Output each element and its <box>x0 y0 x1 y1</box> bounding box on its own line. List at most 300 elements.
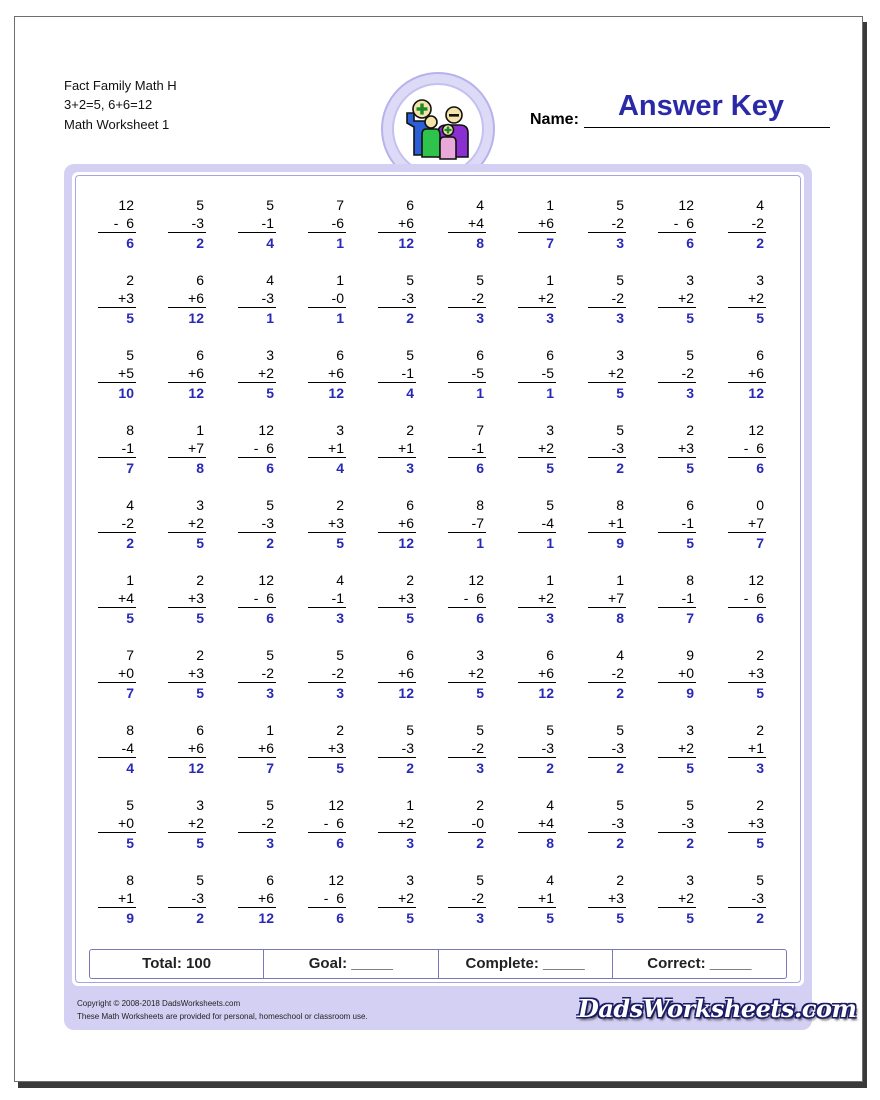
problem <box>166 346 210 401</box>
problem-answer: 6 <box>756 460 764 476</box>
problem-bottom: +2 <box>538 290 554 306</box>
problem-top: 5 <box>476 872 484 888</box>
problem-top: 0 <box>756 497 764 513</box>
problem-bottom: -3 <box>611 815 624 831</box>
problem-top: 1 <box>336 272 344 288</box>
problem-top: 6 <box>686 497 694 513</box>
problem <box>306 571 350 626</box>
problem-top: 6 <box>546 347 554 363</box>
problem-answer: 4 <box>266 235 274 251</box>
problem <box>656 421 700 476</box>
problem-top: 4 <box>126 497 134 513</box>
problem <box>726 196 770 251</box>
problem-bottom: -3 <box>191 890 204 906</box>
problem-bottom: -3 <box>261 290 274 306</box>
problem-answer: 2 <box>406 310 414 326</box>
problem-answer: 8 <box>476 235 484 251</box>
problem <box>306 721 350 776</box>
problem-bottom: - 6 <box>673 215 694 231</box>
problem-bottom: +4 <box>538 815 554 831</box>
problem-answer: 4 <box>406 385 414 401</box>
problem-bottom: +3 <box>398 590 414 606</box>
problem-top: 5 <box>196 197 204 213</box>
problem-bottom: +6 <box>328 365 344 381</box>
problem-bottom: +2 <box>748 290 764 306</box>
problem-top: 7 <box>476 422 484 438</box>
problem-bottom: +2 <box>538 590 554 606</box>
problem-top: 5 <box>336 647 344 663</box>
problem-answer: 5 <box>196 610 204 626</box>
problem <box>306 346 350 401</box>
problem-answer: 3 <box>406 835 414 851</box>
problem-answer: 3 <box>546 610 554 626</box>
problem-answer: 6 <box>756 610 764 626</box>
problem-answer: 12 <box>188 760 204 776</box>
problem <box>586 571 630 626</box>
problem-top: 5 <box>616 272 624 288</box>
problem <box>586 421 630 476</box>
problem-answer: 1 <box>476 385 484 401</box>
problem <box>306 646 350 701</box>
problem-answer: 2 <box>196 910 204 926</box>
problem-answer: 10 <box>118 385 134 401</box>
problem-answer: 5 <box>126 835 134 851</box>
problem-answer: 5 <box>406 610 414 626</box>
problem <box>166 871 210 926</box>
problem <box>306 271 350 326</box>
problem-bottom: +5 <box>118 365 134 381</box>
problem-answer: 7 <box>126 460 134 476</box>
problem <box>726 271 770 326</box>
problem <box>236 721 280 776</box>
problem <box>516 646 560 701</box>
problem <box>96 196 140 251</box>
problem-top: 5 <box>476 272 484 288</box>
problem-answer: 3 <box>406 460 414 476</box>
problem-bottom: - 6 <box>743 590 764 606</box>
problem-top: 3 <box>686 872 694 888</box>
problem-answer: 5 <box>196 685 204 701</box>
problem-top: 5 <box>546 497 554 513</box>
problem-top: 5 <box>266 497 274 513</box>
problem-answer: 5 <box>616 910 624 926</box>
problem <box>516 271 560 326</box>
problem-bottom: +2 <box>678 740 694 756</box>
problem-answer: 12 <box>398 535 414 551</box>
problem <box>166 196 210 251</box>
problem <box>376 196 420 251</box>
problem-answer: 3 <box>476 310 484 326</box>
problem <box>516 871 560 926</box>
problem-top: 3 <box>686 272 694 288</box>
problem-top: 8 <box>126 872 134 888</box>
problem-top: 4 <box>336 572 344 588</box>
problem-top: 5 <box>406 722 414 738</box>
problem-top: 1 <box>126 572 134 588</box>
problem-top: 6 <box>406 197 414 213</box>
problem-top: 5 <box>616 422 624 438</box>
problem <box>586 646 630 701</box>
problem-top: 2 <box>196 647 204 663</box>
problem-answer: 12 <box>398 685 414 701</box>
problem-answer: 5 <box>406 910 414 926</box>
problem-top: 5 <box>266 647 274 663</box>
problem-bottom: -7 <box>471 515 484 531</box>
problem-top: 5 <box>476 722 484 738</box>
problem-bottom: -3 <box>611 740 624 756</box>
problem-answer: 8 <box>196 460 204 476</box>
problem-bottom: -0 <box>331 290 344 306</box>
problem-answer: 5 <box>196 535 204 551</box>
problem-top: 12 <box>328 872 344 888</box>
problem-top: 2 <box>406 572 414 588</box>
problem-bottom: +1 <box>748 740 764 756</box>
problem-answer: 7 <box>266 760 274 776</box>
problem <box>656 871 700 926</box>
problem-answer: 5 <box>756 835 764 851</box>
problem-answer: 5 <box>476 685 484 701</box>
problem <box>516 721 560 776</box>
problem-bottom: -3 <box>261 515 274 531</box>
worksheet-subtitle: 3+2=5, 6+6=12 <box>64 97 153 112</box>
problem-bottom: +7 <box>188 440 204 456</box>
problem <box>656 571 700 626</box>
problem <box>446 196 490 251</box>
problem-top: 8 <box>476 497 484 513</box>
score-box <box>89 949 787 979</box>
problem-answer: 6 <box>476 460 484 476</box>
problem <box>96 721 140 776</box>
answer-key-label: Answer Key <box>617 90 784 122</box>
problem <box>516 196 560 251</box>
problem-bottom: - 6 <box>113 215 134 231</box>
problem-bottom: -3 <box>401 290 414 306</box>
problem-bottom: +3 <box>608 890 624 906</box>
goal-cell: Goal: _____ <box>264 950 438 978</box>
problem <box>446 421 490 476</box>
problem <box>656 346 700 401</box>
problem <box>166 271 210 326</box>
problem <box>236 196 280 251</box>
problem-top: 5 <box>616 722 624 738</box>
problem-answer: 12 <box>258 910 274 926</box>
problem-bottom: - 6 <box>253 590 274 606</box>
problem-top: 2 <box>336 497 344 513</box>
problem-answer: 3 <box>616 235 624 251</box>
problem <box>446 646 490 701</box>
problem-answer: 2 <box>756 910 764 926</box>
problem <box>376 496 420 551</box>
problem-answer: 5 <box>546 910 554 926</box>
problem-top: 3 <box>616 347 624 363</box>
problem-answer: 6 <box>686 235 694 251</box>
problem-answer: 7 <box>126 685 134 701</box>
problem <box>306 421 350 476</box>
problem-bottom: -2 <box>261 665 274 681</box>
problem-bottom: -1 <box>401 365 414 381</box>
problem-bottom: - 6 <box>743 440 764 456</box>
problem-bottom: +3 <box>678 440 694 456</box>
problem-answer: 7 <box>546 235 554 251</box>
problem-answer: 5 <box>546 460 554 476</box>
problem-bottom: +0 <box>118 665 134 681</box>
problem <box>166 796 210 851</box>
problem-answer: 3 <box>336 610 344 626</box>
problem-top: 5 <box>406 347 414 363</box>
problem-bottom: +2 <box>678 890 694 906</box>
problem-answer: 3 <box>476 760 484 776</box>
problem-bottom: -0 <box>471 815 484 831</box>
problem-answer: 2 <box>266 535 274 551</box>
problem <box>726 496 770 551</box>
problem <box>656 196 700 251</box>
problem <box>586 271 630 326</box>
problem-bottom: +6 <box>748 365 764 381</box>
copyright-line: Copyright © 2008-2018 DadsWorksheets.com <box>77 999 241 1008</box>
problem <box>306 496 350 551</box>
problem-answer: 5 <box>686 760 694 776</box>
problem <box>726 646 770 701</box>
problem-answer: 12 <box>328 385 344 401</box>
problem-answer: 5 <box>686 535 694 551</box>
problem-top: 6 <box>546 647 554 663</box>
problem-top: 4 <box>546 797 554 813</box>
problem-top: 6 <box>336 347 344 363</box>
problem-top: 12 <box>258 572 274 588</box>
problem-answer: 6 <box>266 460 274 476</box>
problem <box>516 496 560 551</box>
problem <box>446 571 490 626</box>
problem-bottom: -3 <box>611 440 624 456</box>
problem-answer: 2 <box>616 760 624 776</box>
problem <box>516 571 560 626</box>
problem-bottom: +6 <box>258 740 274 756</box>
problem <box>96 421 140 476</box>
problem-bottom: +2 <box>258 365 274 381</box>
problem-answer: 6 <box>126 235 134 251</box>
problem <box>586 721 630 776</box>
problem <box>96 496 140 551</box>
problem-top: 5 <box>686 797 694 813</box>
problem-bottom: -2 <box>611 290 624 306</box>
problem-answer: 1 <box>476 535 484 551</box>
problem <box>96 271 140 326</box>
problem <box>96 796 140 851</box>
problem <box>376 721 420 776</box>
problem-top: 4 <box>546 872 554 888</box>
problem-answer: 12 <box>398 235 414 251</box>
problem-answer: 9 <box>126 910 134 926</box>
problem-answer: 2 <box>686 835 694 851</box>
problem-top: 2 <box>686 422 694 438</box>
problem-answer: 1 <box>546 385 554 401</box>
problem <box>726 421 770 476</box>
problem <box>166 421 210 476</box>
problem-top: 12 <box>328 797 344 813</box>
problem <box>166 496 210 551</box>
problem-top: 4 <box>266 272 274 288</box>
problem-bottom: +6 <box>258 890 274 906</box>
problem <box>96 346 140 401</box>
problem-bottom: -5 <box>541 365 554 381</box>
problem-bottom: -2 <box>471 890 484 906</box>
problem-top: 3 <box>756 272 764 288</box>
problem-top: 3 <box>476 647 484 663</box>
problem-bottom: +0 <box>678 665 694 681</box>
problem-answer: 2 <box>616 460 624 476</box>
problem-bottom: -3 <box>541 740 554 756</box>
problem-bottom: +2 <box>188 515 204 531</box>
problem-bottom: -2 <box>331 665 344 681</box>
problem-top: 12 <box>258 422 274 438</box>
problem-bottom: +3 <box>188 665 204 681</box>
problem-top: 5 <box>196 872 204 888</box>
problem-answer: 3 <box>336 685 344 701</box>
problem-bottom: +2 <box>538 440 554 456</box>
dadsworksheets-logo: DadsWorksheets.com <box>578 994 857 1023</box>
problem-answer: 5 <box>336 535 344 551</box>
problem-top: 2 <box>476 797 484 813</box>
problem <box>236 646 280 701</box>
problem-top: 8 <box>126 722 134 738</box>
problem-bottom: +3 <box>328 515 344 531</box>
problem-bottom: +2 <box>468 665 484 681</box>
problem-top: 12 <box>118 197 134 213</box>
problem-answer: 1 <box>546 535 554 551</box>
problem-top: 6 <box>406 647 414 663</box>
problem-bottom: -2 <box>611 665 624 681</box>
problem <box>306 196 350 251</box>
problem <box>586 871 630 926</box>
problem-bottom: -3 <box>751 890 764 906</box>
problem-bottom: +4 <box>118 590 134 606</box>
problem-top: 9 <box>686 647 694 663</box>
problem-bottom: -4 <box>541 515 554 531</box>
problem-answer: 3 <box>616 310 624 326</box>
problem <box>376 271 420 326</box>
problem-bottom: -6 <box>331 215 344 231</box>
problem <box>166 571 210 626</box>
problem-bottom: +1 <box>118 890 134 906</box>
problem-bottom: -2 <box>261 815 274 831</box>
problem-answer: 3 <box>756 760 764 776</box>
problem-top: 2 <box>196 572 204 588</box>
problem <box>586 346 630 401</box>
worksheet-number: Math Worksheet 1 <box>64 117 170 132</box>
problem <box>236 571 280 626</box>
problem-top: 5 <box>546 722 554 738</box>
problem <box>726 346 770 401</box>
problem-top: 1 <box>196 422 204 438</box>
problem-answer: 3 <box>686 385 694 401</box>
problem-answer: 7 <box>756 535 764 551</box>
problem <box>446 346 490 401</box>
correct-cell: Correct: _____ <box>647 955 752 972</box>
problem-answer: 9 <box>616 535 624 551</box>
problem-top: 2 <box>406 422 414 438</box>
problem-answer: 2 <box>476 835 484 851</box>
problem <box>656 496 700 551</box>
problem-top: 7 <box>126 647 134 663</box>
problem-answer: 4 <box>336 460 344 476</box>
problem-answer: 2 <box>406 760 414 776</box>
problem <box>376 796 420 851</box>
problem-bottom: -1 <box>121 440 134 456</box>
problem-bottom: +3 <box>188 590 204 606</box>
problem <box>656 271 700 326</box>
problem-answer: 6 <box>336 910 344 926</box>
problem-bottom: -2 <box>471 740 484 756</box>
problem-bottom: -2 <box>751 215 764 231</box>
problem <box>236 496 280 551</box>
problem-top: 1 <box>406 797 414 813</box>
problem <box>166 721 210 776</box>
problem-top: 4 <box>616 647 624 663</box>
problem <box>726 871 770 926</box>
problem <box>446 796 490 851</box>
problem-bottom: +7 <box>608 590 624 606</box>
problem-top: 12 <box>678 197 694 213</box>
problem-answer: 12 <box>538 685 554 701</box>
problem-top: 1 <box>266 722 274 738</box>
problem-answer: 2 <box>546 760 554 776</box>
problem-answer: 5 <box>126 310 134 326</box>
problem-answer: 3 <box>546 310 554 326</box>
problem-answer: 8 <box>546 835 554 851</box>
problem-top: 3 <box>196 497 204 513</box>
problem-bottom: - 6 <box>253 440 274 456</box>
problem <box>516 346 560 401</box>
problem <box>516 421 560 476</box>
problem-bottom: +3 <box>328 740 344 756</box>
problem-top: 8 <box>126 422 134 438</box>
problem <box>236 421 280 476</box>
problem <box>306 796 350 851</box>
problem-bottom: +6 <box>188 740 204 756</box>
problem <box>656 646 700 701</box>
problem-answer: 5 <box>266 385 274 401</box>
problem-bottom: +6 <box>398 215 414 231</box>
usage-line: These Math Worksheets are provided for personal, homeschool or classroom use. <box>77 1012 368 1021</box>
problem <box>446 871 490 926</box>
problem <box>656 721 700 776</box>
problem-top: 5 <box>686 347 694 363</box>
name-label: Name: <box>530 111 579 128</box>
problem-answer: 6 <box>336 835 344 851</box>
complete-cell: Complete: _____ <box>439 950 613 978</box>
problem-answer: 5 <box>686 460 694 476</box>
problem-top: 4 <box>756 197 764 213</box>
problem-answer: 6 <box>266 610 274 626</box>
problem-top: 6 <box>406 497 414 513</box>
problem-bottom: - 6 <box>323 890 344 906</box>
problem-top: 4 <box>476 197 484 213</box>
problem-top: 6 <box>476 347 484 363</box>
problem-top: 5 <box>126 347 134 363</box>
problem-bottom: +6 <box>188 290 204 306</box>
problem <box>166 646 210 701</box>
problem <box>236 346 280 401</box>
problem <box>446 496 490 551</box>
problem-top: 8 <box>616 497 624 513</box>
problem-answer: 2 <box>196 235 204 251</box>
problem-bottom: -3 <box>681 815 694 831</box>
problem-top: 5 <box>616 797 624 813</box>
problem-bottom: +6 <box>538 215 554 231</box>
problem-bottom: -2 <box>611 215 624 231</box>
problem <box>376 646 420 701</box>
problem-answer: 5 <box>756 685 764 701</box>
